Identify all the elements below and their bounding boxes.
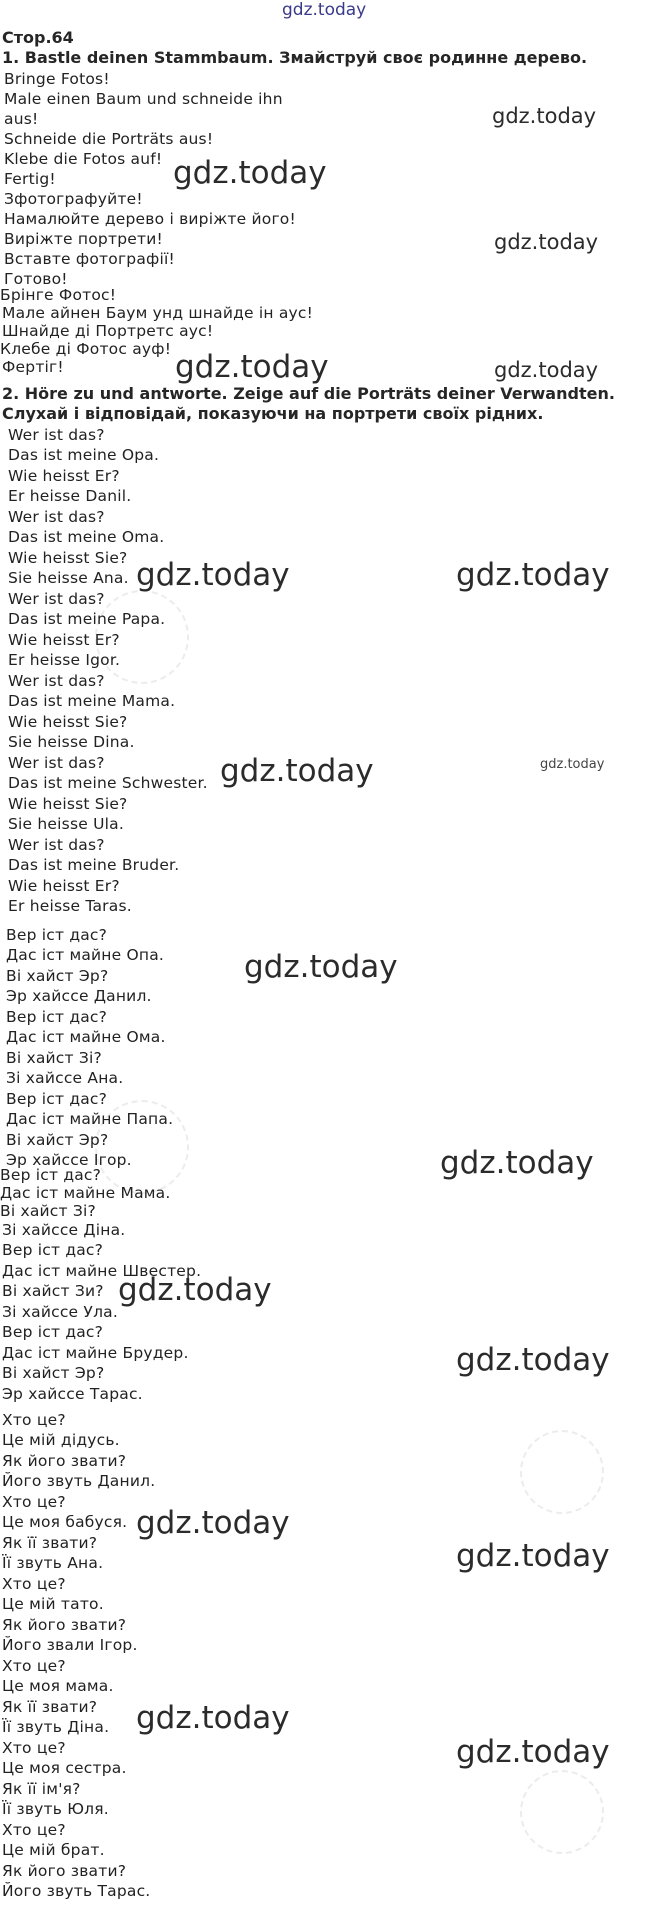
text-line: Эр хайссе Данил. [6, 987, 152, 1005]
watermark: gdz.today [494, 230, 599, 254]
text-line: Його звали Ігор. [2, 1636, 138, 1654]
text-line: Клебе ді Фотос ауф! [0, 340, 172, 358]
watermark: gdz.today [456, 557, 610, 593]
text-line: Fertig! [4, 170, 56, 188]
watermark: gdz.today [540, 757, 605, 772]
text-line: Ві хайст Эр? [6, 1131, 109, 1149]
text-line: Wer ist das? [8, 836, 105, 854]
text-line: Wie heisst Sie? [8, 549, 128, 567]
text-line: Це моя мама. [2, 1677, 114, 1695]
text-line: Male einen Baum und schneide ihn [4, 90, 283, 108]
watermark: gdz.today [220, 753, 374, 789]
text-line: Schneide die Porträts aus! [4, 130, 214, 148]
text-line: aus! [4, 110, 39, 128]
text-line: Wer ist das? [8, 426, 105, 444]
text-line: Er heisse Igor. [8, 651, 121, 669]
watermark: gdz.today [175, 349, 329, 385]
watermark: gdz.today [492, 104, 597, 128]
page-label: Стор.64 [2, 28, 74, 47]
text-line: Дас іст майне Опа. [6, 946, 165, 964]
text-line: Його звуть Тарас. [2, 1882, 151, 1900]
text-line: Хто це? [2, 1493, 66, 1511]
text-line: Das ist meine Opa. [8, 446, 160, 464]
text-line: Фертіг! [2, 358, 64, 376]
text-line: Эр хайссе Ігор. [6, 1151, 132, 1169]
text-line: Das ist meine Mama. [8, 692, 176, 710]
text-line: Це моя бабуся. [2, 1513, 128, 1531]
text-line: Эр хайссе Тарас. [2, 1385, 143, 1403]
text-line: Bringe Fotos! [4, 70, 110, 88]
watermark: gdz.today [136, 557, 290, 593]
text-line: Das ist meine Papa. [8, 610, 166, 628]
text-line: Дас іст майне Ома. [6, 1028, 166, 1046]
text-line: Wer ist das? [8, 754, 105, 772]
text-line: Ві хайст Эр? [6, 967, 109, 985]
task1-title: 1. Bastle deinen Stammbaum. Змайструй своє родинне дерево. [2, 48, 588, 67]
watermark: gdz.today [456, 1734, 610, 1770]
watermark: gdz.today [244, 949, 398, 985]
text-line: Дас іст майне Папа. [6, 1110, 174, 1128]
text-line: Das ist meine Oma. [8, 528, 165, 546]
text-line: Ві хайст Зі? [6, 1049, 102, 1067]
text-line: Вер іст дас? [2, 1241, 104, 1259]
text-line: Вер іст дас? [6, 926, 108, 944]
text-line: Готово! [4, 270, 68, 288]
text-line: Дас іст майне Мама. [0, 1184, 171, 1202]
watermark: gdz.today [440, 1145, 594, 1181]
text-line: Ві хайст Эр? [2, 1364, 105, 1382]
text-line: Її звуть Ана. [2, 1554, 104, 1572]
task2-title: 2. Höre zu und antworte. Zeige auf die Porträts deiner Verwandten. [2, 384, 615, 403]
text-line: Хто це? [2, 1411, 66, 1429]
watermark: gdz.today [494, 358, 599, 382]
text-line: Його звуть Данил. [2, 1472, 156, 1490]
text-line: Хто це? [2, 1821, 66, 1839]
text-line: Вер іст дас? [0, 1166, 102, 1184]
text-line: Це моя сестра. [2, 1759, 127, 1777]
text-line: Das ist meine Bruder. [8, 856, 180, 874]
text-line: Wie heisst Er? [8, 631, 120, 649]
text-line: Хто це? [2, 1575, 66, 1593]
watermark: gdz.today [456, 1538, 610, 1574]
text-line: Шнайде ді Портретс аус! [2, 322, 214, 340]
text-line: Зі хайссе Діна. [2, 1221, 126, 1239]
text-line: Виріжте портрети! [4, 230, 163, 248]
text-line: Sie heisse Ula. [8, 815, 124, 833]
text-line: Вер іст дас? [2, 1323, 104, 1341]
text-line: Вер іст дас? [6, 1090, 108, 1108]
faint-stamp [520, 1430, 604, 1514]
text-line: Дас іст майне Брудер. [2, 1344, 189, 1362]
text-line: Wie heisst Er? [8, 467, 120, 485]
text-line: Зфотографуйте! [4, 190, 143, 208]
text-line: Зі хайссе Ана. [6, 1069, 124, 1087]
text-line: Хто це? [2, 1739, 66, 1757]
watermark: gdz.today [118, 1272, 272, 1308]
watermark: gdz.today [136, 1505, 290, 1541]
watermark: gdz.today [136, 1700, 290, 1736]
text-line: Das ist meine Schwester. [8, 774, 208, 792]
text-line: Це мій тато. [2, 1595, 104, 1613]
faint-stamp [520, 1770, 604, 1854]
text-line: Wie heisst Sie? [8, 713, 128, 731]
text-line: Вер іст дас? [6, 1008, 108, 1026]
text-line: Як його звати? [2, 1616, 127, 1634]
text-line: Klebe die Fotos auf! [4, 150, 163, 168]
watermark: gdz.today [456, 1342, 610, 1378]
text-line: Брінге Фотос! [0, 286, 117, 304]
text-line: Її звуть Діна. [2, 1718, 110, 1736]
text-line: Ві хайст Зи? [2, 1282, 104, 1300]
text-line: Wer ist das? [8, 672, 105, 690]
text-line: Sie heisse Ana. [8, 569, 129, 587]
text-line: Хто це? [2, 1657, 66, 1675]
text-line: Це мій брат. [2, 1841, 105, 1859]
text-line: Як її звати? [2, 1534, 98, 1552]
text-line: Er heisse Taras. [8, 897, 132, 915]
text-line: Вставте фотографії! [4, 250, 175, 268]
text-line: Як її ім'я? [2, 1780, 81, 1798]
text-line: Її звуть Юля. [2, 1800, 109, 1818]
text-line: Wie heisst Er? [8, 877, 120, 895]
text-line: Зі хайссе Ула. [2, 1303, 118, 1321]
text-line: Мале айнен Баум унд шнайде ін аус! [2, 304, 314, 322]
text-line: Це мій дідусь. [2, 1431, 120, 1449]
text-line: Ві хайст Зі? [0, 1202, 96, 1220]
text-line: Er heisse Danil. [8, 487, 132, 505]
text-line: Намалюйте дерево і виріжте його! [4, 210, 296, 228]
text-line: Wer ist das? [8, 508, 105, 526]
text-line: Wer ist das? [8, 590, 105, 608]
header-watermark: gdz.today [282, 0, 367, 20]
text-line: Sie heisse Dina. [8, 733, 135, 751]
text-line: Wie heisst Sie? [8, 795, 128, 813]
text-line: Як його звати? [2, 1862, 127, 1880]
text-line: Дас іст майне Швестер. [2, 1262, 202, 1280]
watermark: gdz.today [173, 155, 327, 191]
text-line: Як його звати? [2, 1452, 127, 1470]
task2-subtitle: Слухай і відповідай, показуючи на портрети своїх рідних. [2, 404, 544, 423]
text-line: Як її звати? [2, 1698, 98, 1716]
